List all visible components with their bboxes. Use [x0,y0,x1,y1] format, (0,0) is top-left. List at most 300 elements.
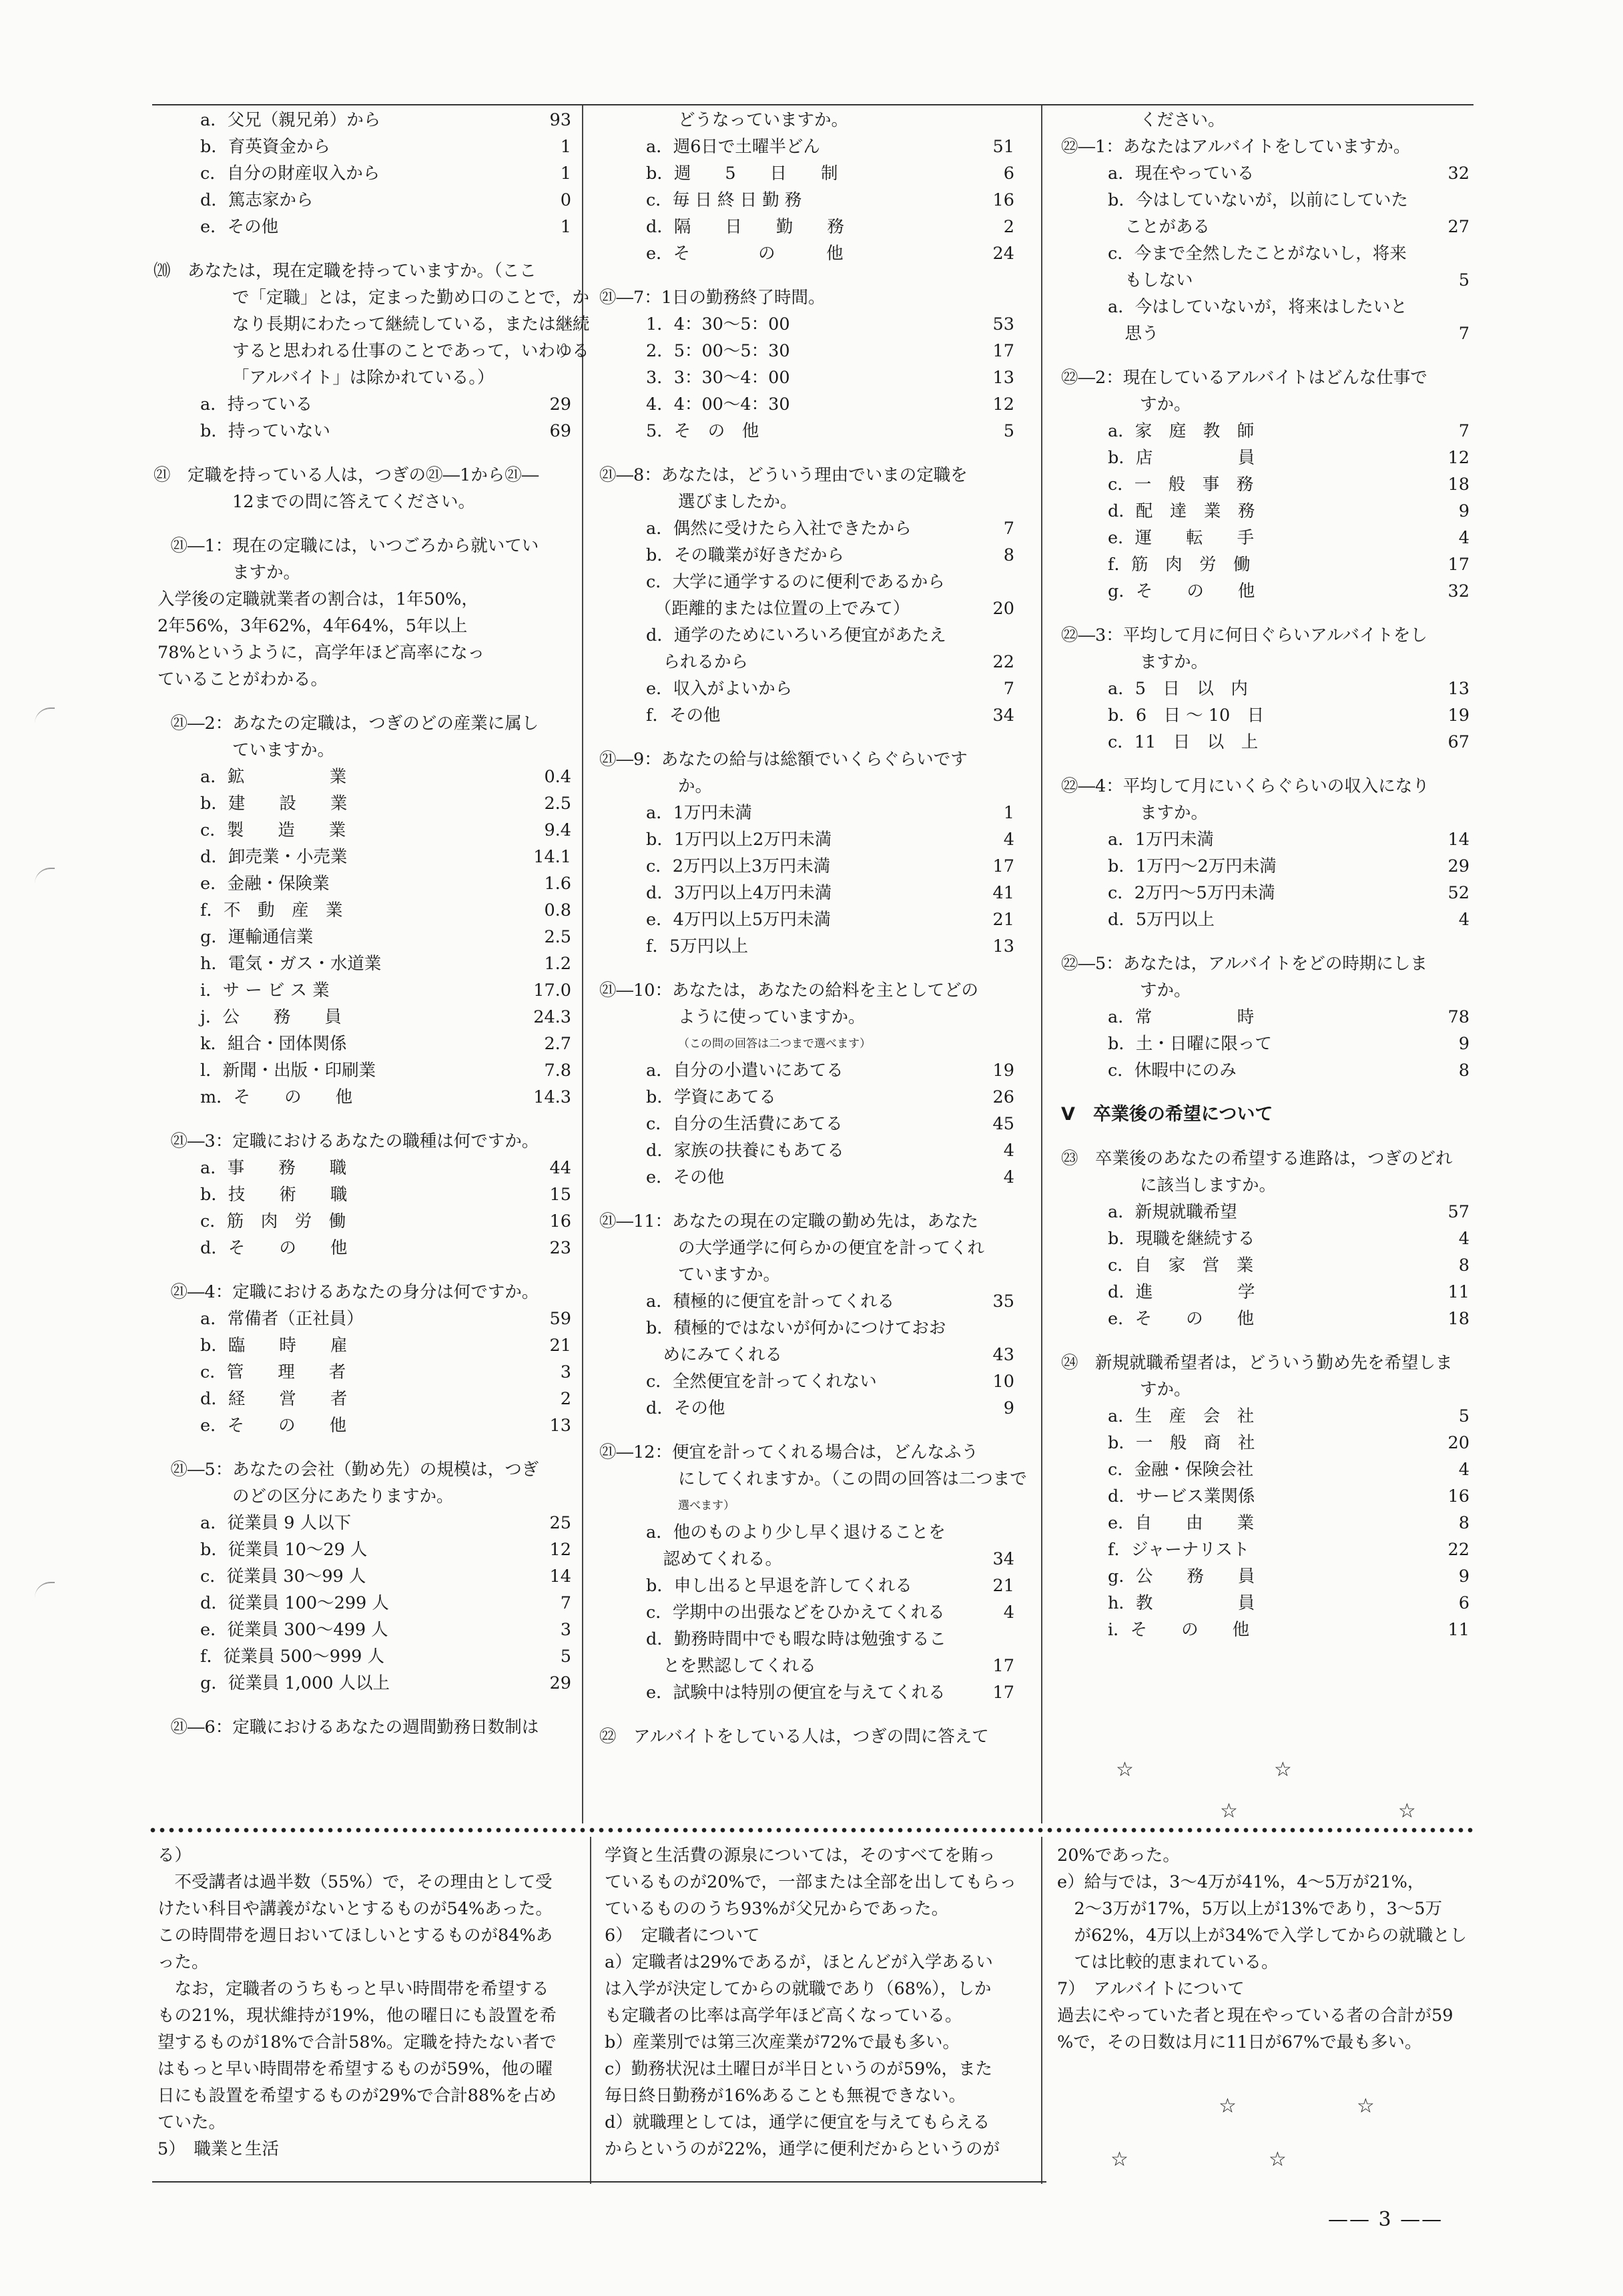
spacer [153,445,575,462]
answer-value: 9 [1458,1566,1470,1587]
spacer [153,515,575,533]
answer-label: e．そ の 他 [1108,1309,1255,1329]
answer-value: 12 [1447,448,1470,468]
answer-item [1061,1563,1474,1590]
answer-label: 認めてくれる。 [646,1549,783,1569]
answer-label: d．サービス業関係 [1108,1486,1255,1506]
answer-label: c．管 理 者 [200,1362,346,1382]
answer-item [1061,160,1474,187]
answer-label: f．5万円以上 [646,936,749,956]
question-text-continued: すか。 [1140,394,1191,414]
answer-value: 7 [560,1593,571,1613]
margin-mark [35,707,55,724]
question-text: ㉒―2：現在しているアルバイトはどんな仕事で [1061,368,1427,388]
answer-value: 17 [992,1683,1014,1703]
summary-line: 20%であった。 [1057,1845,1180,1866]
answer-item [153,1155,575,1181]
answer-label: c．11 日 以 上 [1108,732,1259,752]
answer-item [1061,826,1474,853]
answer-item [599,702,1018,729]
answer-value: 7.8 [544,1061,571,1081]
answer-item [599,622,1018,649]
spacer [153,693,575,710]
question-text: ㉒ アルバイトをしている人は，つぎの問に答えて [599,1727,989,1747]
answer-value: 16 [549,1211,571,1231]
summary-line: ていた。 [157,2112,226,2132]
answer-label: d．配 達 業 務 [1108,501,1255,521]
answer-item [1061,729,1474,756]
answer-label: a．常備者（正社員） [200,1309,364,1329]
answer-label: a．新規就職希望 [1108,1202,1237,1222]
answer-value: 4 [1003,830,1014,850]
question-text: ㉑―9：あなたの給与は総額でいくらぐらいです [599,750,968,770]
summary-line: ては比較的恵まれている。 [1057,1952,1279,1972]
question-text-continued: ていますか。 [232,740,335,760]
answer-value: 67 [1447,732,1470,752]
answer-value: 21 [992,910,1014,930]
answer-item [599,1288,1018,1315]
summary-line: は入学が決定してからの就職であり（68%），しか [605,1979,992,1999]
summary-line: った。 [157,1952,209,1972]
answer-value: 26 [992,1087,1014,1107]
answer-item [599,1599,1018,1626]
answer-value: 6 [1003,164,1014,184]
answer-item [1061,1536,1474,1563]
answer-label: ことがある [1108,217,1211,237]
answer-item [1061,1590,1474,1617]
answer-item [1061,1617,1474,1643]
answer-item [1061,853,1474,880]
answer-item [599,800,1018,826]
summary-line: 6） 定職者について [605,1926,760,1946]
answer-value: 4 [1458,528,1470,548]
answer-label: e．従業員 300～499 人 [200,1620,388,1640]
summary-line: はもっと早い時間帯を希望するものが59%，他の曜 [157,2059,553,2079]
answer-value: 6 [1458,1593,1470,1613]
answer-value: 18 [1447,1309,1470,1329]
answer-item [153,950,575,977]
answer-item [599,187,1018,214]
answer-value: 23 [549,1238,571,1258]
survey-column-1 [153,107,590,1815]
answer-label: f．その他 [646,705,721,726]
answer-value: 5 [1458,270,1470,290]
answer-value: 12 [549,1540,571,1560]
question-text-continued: 選べます） [678,1499,735,1512]
answer-value: 17 [992,341,1014,361]
answer-item [1061,240,1474,267]
answer-value: 27 [1447,217,1470,237]
answer-label: c．従業員 30～99 人 [200,1566,366,1587]
question-text: ㉑―11：あなたの現在の定職の勤め先は，あなた [599,1211,978,1231]
answer-label: g．公 務 員 [1108,1566,1255,1587]
answer-item [599,1653,1018,1679]
star-ornament [1220,1794,1487,1823]
answer-label: c．2万円～5万円未満 [1108,883,1275,903]
answer-item [1061,1403,1474,1430]
column-divider [590,1837,591,2184]
answer-value: 1 [560,137,571,157]
spacer [153,1697,575,1714]
answer-item [599,418,1018,445]
answer-value: 17.0 [533,980,571,1000]
answer-value: 4 [1458,1229,1470,1249]
question-text: ㉔ 新規就職希望者は，どういう勤め先を希望しま [1061,1353,1453,1373]
answer-item [153,1386,575,1412]
answer-label: e．その他 [646,1167,725,1187]
answer-label: d．その他 [646,1398,725,1418]
answer-value: 45 [992,1114,1014,1134]
answer-item [153,1084,575,1111]
summary-line: b）産業別では第三次産業が72%で最も多い。 [605,2032,960,2052]
answer-value: 19 [992,1061,1014,1081]
summary-line: けたい科目や講義がないとするものが54%あった。 [157,1899,553,1919]
answer-label: b．今はしていないが，以前にしていた [1108,190,1408,210]
answer-value: 22 [1447,1540,1470,1560]
answer-label: h．電気・ガス・水道業 [200,954,382,974]
answer-item [153,897,575,924]
answer-item [153,1643,575,1670]
answer-item [599,214,1018,240]
answer-item [599,515,1018,542]
answer-label: c．毎 日 終 日 勤 務 [646,190,802,210]
answer-item [153,1590,575,1617]
answer-label: e．4万円以上5万円未満 [646,910,832,930]
answer-value: 16 [992,190,1014,210]
star-ornament: ☆ ☆ [1219,2094,1375,2118]
answer-label: f．ジャーナリスト [1108,1540,1250,1560]
section-heading: Ⅴ 卒業後の希望について [1061,1104,1273,1125]
summary-line: 2～3万が17%，5万以上が13%であり，3～5万 [1057,1899,1442,1919]
answer-item [1061,1510,1474,1536]
answer-item [1061,214,1474,240]
answer-label: b．1万円以上2万円未満 [646,830,832,850]
answer-value: 52 [1447,883,1470,903]
answer-label: a．偶然に受けたら入社できたから [646,519,912,539]
question-text-continued: 選びましたか。 [678,492,797,512]
question-text-continued: 12までの問に答えてください。 [232,492,475,512]
answer-label: c．金融・保険会社 [1108,1460,1254,1480]
answer-label: e．その他 [200,217,279,237]
answer-item [599,542,1018,569]
question-text: ㉑―2：あなたの定職は，つぎのどの産業に属し [153,713,539,734]
answer-value: 2.7 [544,1034,571,1054]
answer-item [1061,445,1474,471]
answer-label: b．技 術 職 [200,1185,348,1205]
answer-label: e．試験中は特別の便宜を与えてくれる [646,1683,946,1703]
answer-item [599,364,1018,391]
answer-item [153,187,575,214]
answer-item [153,1536,575,1563]
summary-line: ているものが20%で，一部または全部を出してもらっ [605,1872,1017,1892]
answer-value: 7 [1003,679,1014,699]
question-text-continued: （この問の回答は二つまで選べます） [678,1037,871,1051]
answer-label: 5．そ の 他 [646,421,759,441]
question-text-continued: どうなっていますか。 [678,110,849,130]
answer-label: c．大学に通学するのに便利であるから [646,572,945,592]
answer-item [599,1626,1018,1653]
answer-label: 1．4：30～5：00 [646,314,790,334]
answer-value: 24.3 [533,1007,571,1027]
spacer [153,240,575,258]
column-divider [1041,1837,1042,2184]
answer-value: 15 [549,1185,571,1205]
answer-label: a．常 時 [1108,1007,1255,1027]
answer-value: 59 [549,1309,571,1329]
answer-label: e．金融・保険業 [200,874,330,894]
question-text: ㉒―1：あなたはアルバイトをしていますか。 [1061,137,1411,157]
answer-label: b．臨 時 雇 [200,1336,348,1356]
spacer [599,1422,1018,1439]
question-text: ㉑―3：定職におけるあなたの職種は何ですか。 [153,1131,539,1151]
question-text-continued: 78%というように，高学年ほど高率になっ [157,643,485,663]
answer-value: 11 [1447,1282,1470,1302]
answer-value: 14 [1447,830,1470,850]
answer-item [153,1057,575,1084]
summary-line: もの21%，現状維持が19%，他の曜日にも設置を希 [157,2006,557,2026]
answer-value: 7 [1458,324,1470,344]
answer-value: 5 [1003,421,1014,441]
answer-item [1061,1031,1474,1057]
answer-label: 3．3：30～4：00 [646,368,790,388]
answer-item [153,160,575,187]
answer-item [599,1342,1018,1368]
answer-item [599,338,1018,364]
spacer [599,1191,1018,1208]
answer-label: b．6 日 ～ 10 日 [1108,705,1265,726]
answer-label: a．家 庭 教 師 [1108,421,1255,441]
answer-item [153,1510,575,1536]
margin-mark [35,1582,55,1598]
answer-item [153,1412,575,1439]
answer-item [1061,551,1474,578]
answer-label: b．積極的ではないが何かにつけておお [646,1318,946,1338]
answer-item [153,1004,575,1031]
summary-line: 過去にやっていた者と現在やっている者の合計が59 [1057,2006,1453,2026]
answer-label: g．運輸通信業 [200,927,314,947]
answer-value: 44 [549,1158,571,1178]
answer-item [1061,320,1474,347]
answer-label: c．今まで全然したことがないし，将来 [1108,244,1407,264]
answer-value: 4 [1458,1460,1470,1480]
answer-label: b．土・日曜に限って [1108,1034,1272,1054]
answer-value: 13 [992,936,1014,956]
star-text: ☆ ☆ [1116,1758,1292,1781]
answer-label: c．自 家 営 業 [1108,1255,1254,1275]
answer-value: 29 [1447,856,1470,876]
summary-line: 日にも設置を希望するものが29%で合計88%を占め [157,2086,557,2106]
answer-label: e．収入がよいから [646,679,793,699]
spacer [599,729,1018,746]
answer-item [1061,1456,1474,1483]
answer-value: 4 [1003,1167,1014,1187]
answer-label: d．5万円以上 [1108,910,1215,930]
answer-item [599,1084,1018,1111]
question-text-continued: に該当しますか。 [1140,1175,1277,1195]
summary-line: 5） 職業と生活 [157,2139,279,2159]
answer-item [153,1181,575,1208]
question-text-continued: ください。 [1140,110,1225,130]
answer-value: 1 [560,164,571,184]
answer-item [153,1359,575,1386]
answer-label: d．勤務時間中でも暇な時は勉強するこ [646,1629,946,1649]
column-divider [1041,105,1042,1823]
question-text: ㉑―7：1日の勤務終了時間。 [599,288,826,308]
answer-value: 8 [1458,1513,1470,1533]
answer-item [599,675,1018,702]
answer-item [599,391,1018,418]
answer-label: b．育英資金から [200,137,330,157]
answer-item [599,569,1018,595]
answer-value: 57 [1447,1202,1470,1222]
answer-value: 41 [992,883,1014,903]
answer-item [599,1395,1018,1422]
question-text-continued: ますか。 [1140,652,1209,672]
spacer [599,267,1018,284]
question-text-continued: すると思われる仕事のことであって，いわゆる [232,341,589,361]
answer-value: 3 [560,1362,571,1382]
spacer [1061,756,1474,773]
spacer [1061,1332,1474,1350]
answer-label: a．生 産 会 社 [1108,1406,1255,1426]
question-text-continued: の大学通学に何らかの便宜を計ってくれ [678,1238,985,1258]
answer-item [1061,1306,1474,1332]
answer-item [1061,1483,1474,1510]
answer-label: もしない [1108,270,1193,290]
margin-mark [35,868,55,884]
answer-item [599,240,1018,267]
answer-item [599,1519,1018,1546]
answer-label: b．一 般 商 社 [1108,1433,1255,1453]
answer-label: とを黙認してくれる [646,1656,817,1676]
answer-value: 32 [1447,164,1470,184]
question-text-continued: なり長期にわたって継続している，または継続 [232,314,590,334]
answer-value: 13 [549,1416,571,1436]
answer-item [599,311,1018,338]
question-text: ㉒―3：平均して月に何日ぐらいアルバイトをし [1061,625,1427,645]
answer-value: 0.4 [544,767,571,787]
answer-item [1061,294,1474,320]
spacer [153,1439,575,1456]
answer-item [153,1332,575,1359]
answer-value: 1.6 [544,874,571,894]
answer-label: d．篤志家から [200,190,314,210]
answer-label: f．筋 肉 労 働 [1108,555,1251,575]
answer-value: 34 [992,1549,1014,1569]
answer-label: e．自 由 業 [1108,1513,1255,1533]
question-text: ㉑―6：定職におけるあなたの週間勤務日数制は [153,1717,539,1737]
answer-label: b．現職を継続する [1108,1229,1255,1249]
answer-value: 0.8 [544,900,571,920]
answer-value: 9.4 [544,820,571,840]
answer-item [599,1111,1018,1137]
question-text-continued: ますか。 [232,563,301,583]
question-text: ㉓ 卒業後のあなたの希望する進路は，つぎのどれ [1061,1149,1453,1169]
answer-label: j．公 務 員 [200,1007,342,1027]
answer-value: 2.5 [544,927,571,947]
question-text-continued: のどの区分にあたりますか。 [232,1486,454,1506]
answer-label: a．1万円未満 [646,803,752,823]
answer-label: d．家族の扶養にもあてる [646,1141,844,1161]
answer-label: e．そ の 他 [200,1416,347,1436]
answer-value: 1 [1003,803,1014,823]
spacer [1061,1128,1474,1145]
answer-label: f．従業員 500～999 人 [200,1647,384,1667]
question-text: ⒇ あなたは，現在定職を持っていますか。（ここ [153,261,537,281]
answer-label: c．筋 肉 労 働 [200,1211,346,1231]
spacer [599,1706,1018,1723]
answer-item [599,1546,1018,1572]
answer-item [1061,675,1474,702]
answer-value: 21 [549,1336,571,1356]
answer-label: a．従業員 9 人以下 [200,1513,352,1533]
answer-label: b．申し出ると早退を許してくれる [646,1576,912,1596]
answer-item [599,1679,1018,1706]
answer-item [1061,1199,1474,1225]
answer-label: 思う [1108,324,1159,344]
summary-column-1 [157,1842,571,2176]
summary-line: 毎日終日勤務が16%あることも無視できない。 [605,2086,966,2106]
question-text-continued: か。 [678,776,713,796]
answer-label: a．事 務 職 [200,1158,347,1178]
answer-item [153,1670,575,1697]
answer-value: 9 [1003,1398,1014,1418]
answer-item [153,214,575,240]
summary-column-3 [1057,1842,1474,2176]
answer-item [153,977,575,1004]
answer-label: a．週6日で土曜半どん [646,137,820,157]
answer-label: i．サ ー ビ ス 業 [200,980,330,1000]
summary-line: a）定職者は29%であるが，ほとんどが入学あるい [605,1952,993,1972]
answer-label: c．自分の生活費にあてる [646,1114,843,1134]
answer-value: 3 [560,1620,571,1640]
answer-label: a．積極的に便宜を計ってくれる [646,1292,895,1312]
answer-item [599,933,1018,960]
answer-value: 29 [549,394,571,414]
answer-label: （距離的または位置の上でみて） [646,599,910,619]
summary-line: ているもののうち93%が父兄からであった。 [605,1899,949,1919]
answer-item [599,160,1018,187]
question-text-continued: 2年56%，3年62%，4年64%，5年以上 [157,616,468,636]
answer-label: b．その職業が好きだから [646,545,844,565]
summary-line: が62%，4万以上が34%で入学してからの就職とし [1057,1926,1468,1946]
answer-label: a．現在やっている [1108,164,1255,184]
answer-label: a．自分の小遣いにあてる [646,1061,844,1081]
question-text: ㉑―12：便宜を計ってくれる場合は，どんなふう [599,1442,978,1462]
answer-value: 14 [549,1566,571,1587]
answer-value: 8 [1458,1061,1470,1081]
answer-item [153,1563,575,1590]
answer-value: 18 [1447,475,1470,495]
summary-line: e）給与では，3～4万が41%，4～5万が21%， [1057,1872,1425,1892]
question-text: ㉑ 定職を持っている人は，つぎの㉑―1から㉑― [153,465,539,485]
answer-value: 32 [1447,581,1470,601]
answer-value: 2.5 [544,794,571,814]
answer-item [599,880,1018,906]
answer-item [153,1208,575,1235]
answer-label: d．隔 日 勤 務 [646,217,844,237]
answer-label: b．学資にあてる [646,1087,776,1107]
answer-value: 29 [549,1673,571,1693]
answer-label: a．今はしていないが，将来はしたいと [1108,297,1407,317]
answer-item [1061,906,1474,933]
answer-value: 1 [560,217,571,237]
answer-value: 13 [992,368,1014,388]
answer-value: 5 [1458,1406,1470,1426]
answer-item [599,1315,1018,1342]
summary-line: 望するものが18%で合計58%。定職を持たない者で [157,2032,557,2052]
answer-label: b．1万円～2万円未満 [1108,856,1277,876]
